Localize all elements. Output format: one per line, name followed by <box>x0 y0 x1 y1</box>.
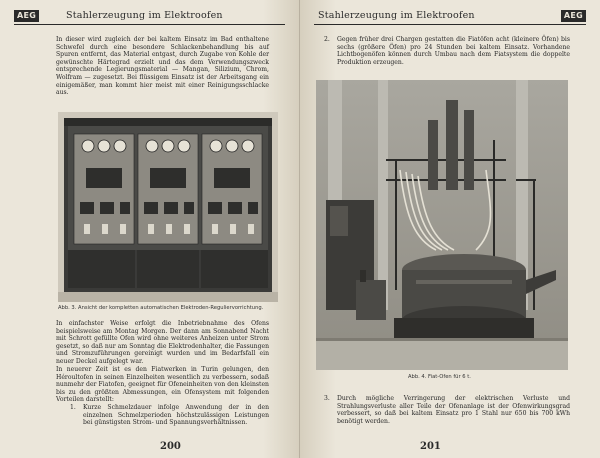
aeg-logo: AEG <box>561 10 586 22</box>
figure-caption: Abb. 4. Fiat-Ofen für 6 t. <box>408 374 471 380</box>
list-item-number: 2. <box>324 36 330 43</box>
running-title: Stahlerzeugung im Elektroofen <box>318 10 475 21</box>
right-page <box>300 0 600 458</box>
list-item-text: Gegen früher drei Chargen gestatten die Fiatöfen acht (kleinere Öfen) bis sechs (größere Öfen) pro 24 Stunden bei kaltem Einsatz. Vorhandene Lichtbogenöfen können durch Umbau nach dem Fiatsystem die doppelte Produktion erzeugen. <box>337 36 570 66</box>
list-item <box>324 395 570 431</box>
regulating-panel-photo <box>58 112 278 302</box>
figure-caption: Abb. 3. Ansicht der kompletten automatischen Elektroden-Reguliervorrichtung. <box>58 305 264 311</box>
left-page-header <box>14 10 285 25</box>
figure-regulating-panel <box>58 112 278 302</box>
running-title: Stahlerzeugung im Elektroofen <box>66 10 223 21</box>
paragraph-startup: In einfachster Weise erfolgt die Inbetriebnahme des Ofens beispielsweise am Montag Morgen. Der dann am Sonnabend Nacht mit Schrott gefüllte Ofen wird ohne weiteres Anheizen unter Strom gesetzt, so daß nur am Sonntag die Elektrodenhalter, die Fassungen und Stromzuführungen gereinigt wurden und im Bedarfsfall ein neuer Deckel aufgelegt war. <box>56 320 269 365</box>
page-number: 201 <box>420 441 441 452</box>
list-item-text: Kurze Schmelzdauer infolge Anwendung der in den einzelnen Schmelzperioden höchstzulässigen Leistungen bei günstigsten Strom- und Spannungsverhältnissen. <box>83 404 269 427</box>
list-item-number: 1. <box>70 404 76 411</box>
page-number: 200 <box>160 441 181 452</box>
list-item-number: 3. <box>324 395 330 402</box>
list-item <box>324 36 570 70</box>
fiat-furnace-photo <box>316 80 568 370</box>
right-page-header <box>314 10 586 25</box>
paragraph-fiat: In neuerer Zeit ist es den Fiatwerken in Turin gelungen, den Héroultofen in seinen Einzelheiten wesentlich zu verbessern, sodaß nunmehr der Fiatofen, geeignet für Ofeneinheiten von den kleinsten bis zu den größten Abmessungen, ein Ofensystem mit folgenden Vorteilen darstellt: <box>56 366 269 404</box>
list-item-text: Durch mögliche Verringerung der elektrischen Verluste und Strahlungsverluste aller Teile der Ofenanlage ist der Ofenwirkungsgrad verbessert, so daß bei kaltem Einsatz pro 1 Stahl nur 650 bis 700 kWh benötigt werden. <box>337 395 570 425</box>
list-item <box>70 404 269 434</box>
paragraph-intro: In dieser wird zugleich der bei kaltem Einsatz im Bad enthaltene Schwefel durch eine besondere Schlackenbehandlung bis auf Spuren entfernt, das Material entgast, durch Zugabe von Kohle der gewünschte Härtegrad erzielt und das dem Verwendungszweck entsprechende Legierungsmaterial — Mangan, Silizium, Chrom, Wolfram — zugesetzt. Bei flüssigem Einsatz ist der Arbeitsgang ein einigemäßer, man kommt hier meist mit einer Reinigungsschlacke aus. <box>56 36 269 97</box>
aeg-logo: AEG <box>14 10 39 22</box>
figure-fiat-furnace <box>316 80 568 370</box>
